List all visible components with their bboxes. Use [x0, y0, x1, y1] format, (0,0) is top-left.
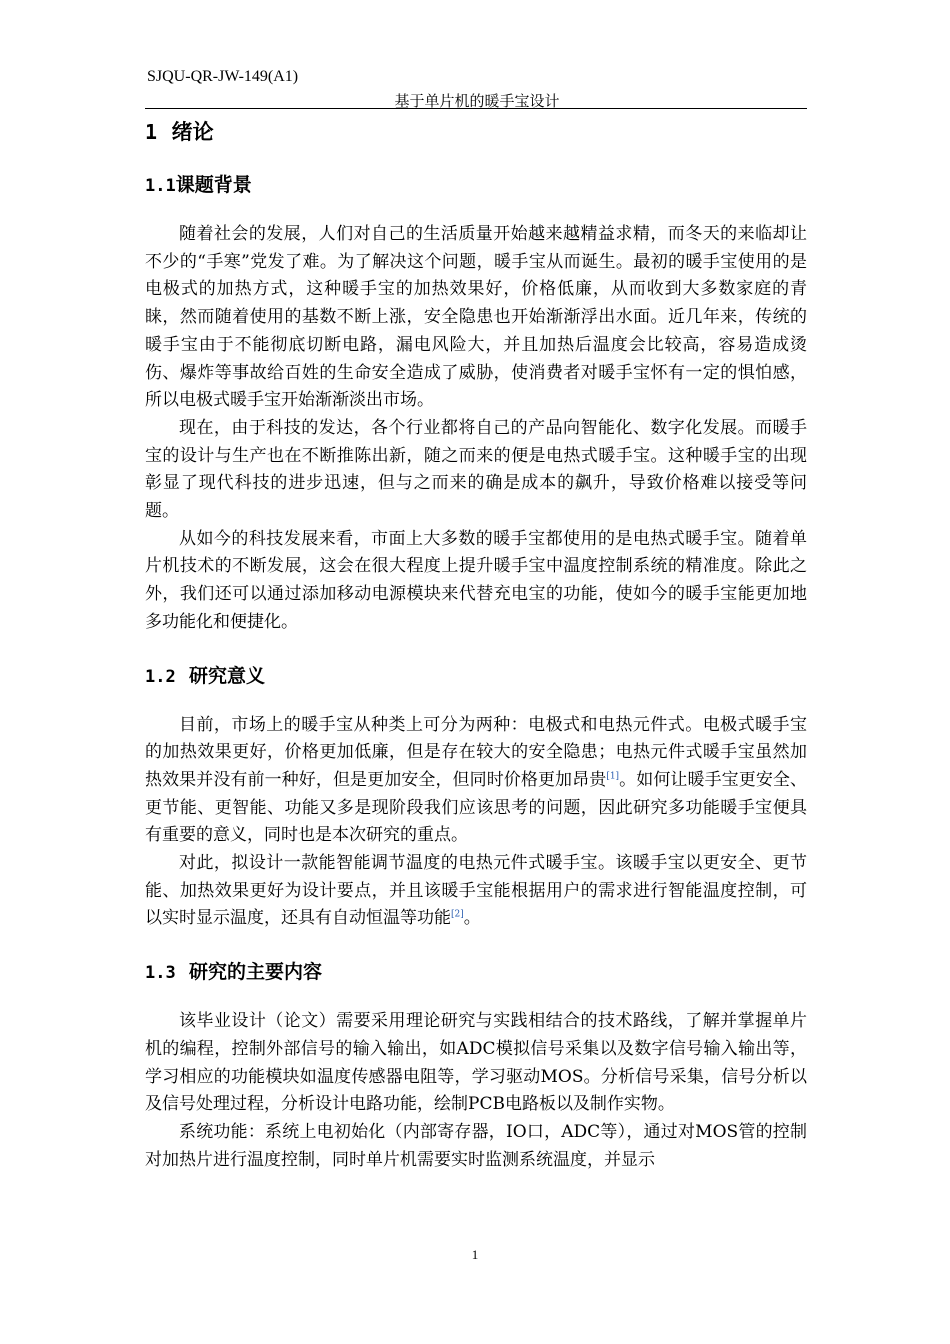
section-heading-1-3 [145, 957, 807, 988]
paragraph-text: 目前，市场上的暖手宝从种类上可分为两种：电极式和电热元件式。电极式暖手宝的加热效果更好，价格更加低廉，但是存在较大的安全隐患；电热元件式暖手宝虽然加热效果并没有前一种好，但是更加安全，但同时价格更加昂贵 [145, 714, 807, 790]
chapter-title: 绪论 [171, 120, 214, 144]
section-body-1-3 [145, 1008, 807, 1174]
section-body-1-2 [145, 712, 807, 934]
section-body-1-1 [145, 221, 807, 637]
paragraph [145, 712, 807, 851]
citation-link[interactable]: [2] [451, 909, 464, 920]
paragraph: 现在，由于科技的发达，各个行业都将自己的产品向智能化、数字化发展。而暖手宝的设计与生产也在不断推陈出新，随之而来的便是电热式暖手宝。这种暖手宝的出现彰显了现代科技的进步迅速，但与之而来的确是成本的飙升，导致价格难以接受等问题。 [145, 417, 807, 522]
paragraph-text: 。 [463, 908, 481, 929]
section-heading-1-1 [145, 170, 807, 201]
section-title: 课题背景 [175, 174, 252, 196]
citation-link[interactable]: [1] [606, 771, 620, 782]
document-code: SJQU-QR-JW-149(A1) [147, 68, 299, 85]
section-title: 研究意义 [188, 664, 265, 687]
section-title: 研究的主要内容 [188, 961, 322, 984]
paragraph-text: 对此，拟设计一款能智能调节温度的电热元件式暖手宝。该暖手宝以更安全、更节能、加热效果更好为设计要点，并且该暖手宝能根据用户的需求进行智能温度控制，可以实时显示温度，还具有自动恒温等功能 [145, 853, 807, 929]
section-number: 1.1 [145, 176, 176, 196]
page-number: 1 [471, 1247, 479, 1262]
paragraph: 从如今的科技发展来看，市面上大多数的暖手宝都使用的是电热式暖手宝。随着单片机技术的不断发展，这会在很大程度上提升暖手宝中温度控制系统的精准度。除此之外，我们还可以通过添加移动电源模块来代替充电宝的功能，使如今的暖手宝能更加地多功能化和便捷化。 [145, 528, 807, 632]
paragraph: 该毕业设计（论文）需要采用理论研究与实践相结合的技术路线，了解并掌握单片机的编程，控制外部信号的输入输出，如ADC模拟信号采集以及数字信号输入输出等，学习相应的功能模块如温度传感器电阻等，学习驱动MOS。分析信号采集，信号分析以及信号处理过程，分析设计电路功能，绘制PCB电路板以及制作实物。 [145, 1011, 807, 1115]
section-number: 1.3 [145, 963, 176, 984]
chapter-heading [145, 112, 807, 156]
section-number: 1.2 [145, 666, 176, 687]
paragraph-text: 。如何让暖手宝更安全、更节能、更智能、功能又多是现阶段我们应该思考的问题，因此研究多功能暖手宝便具有重要的意义，同时也是本次研究的重点。 [145, 769, 808, 846]
running-header-title: 基于单片机的暖手宝设计 [394, 92, 560, 110]
section-heading-1-2 [145, 661, 807, 692]
paragraph: 系统功能：系统上电初始化（内部寄存器，IO口，ADC等），通过对MOS管的控制对加热片进行温度控制，同时单片机需要实时监测系统温度，并显示 [145, 1121, 807, 1170]
paragraph [145, 850, 807, 933]
header-rule [145, 108, 807, 109]
paragraph: 随着社会的发展，人们对自己的生活质量开始越来越精益求精，而冬天的来临却让不少的“手寒”党发了难。为了解决这个问题，暖手宝从而诞生。最初的暖手宝使用的是电极式的加热方式，这种暖手宝的加热效果好，价格低廉，从而收到大多数家庭的青睐，然而随着使用的基数不断上涨，安全隐患也开始渐渐浮出水面。近几年来，传统的暖手宝由于不能彻底切断电路，漏电风险大，并且加热后温度会比较高，容易造成烫伤、爆炸等事故给百姓的生命安全造成了威胁，使消费者对暖手宝怀有一定的惧怕感，所以电极式暖手宝开始渐渐淡出市场。 [145, 224, 807, 411]
chapter-number: 1 [145, 120, 158, 144]
page-content [145, 112, 807, 1174]
